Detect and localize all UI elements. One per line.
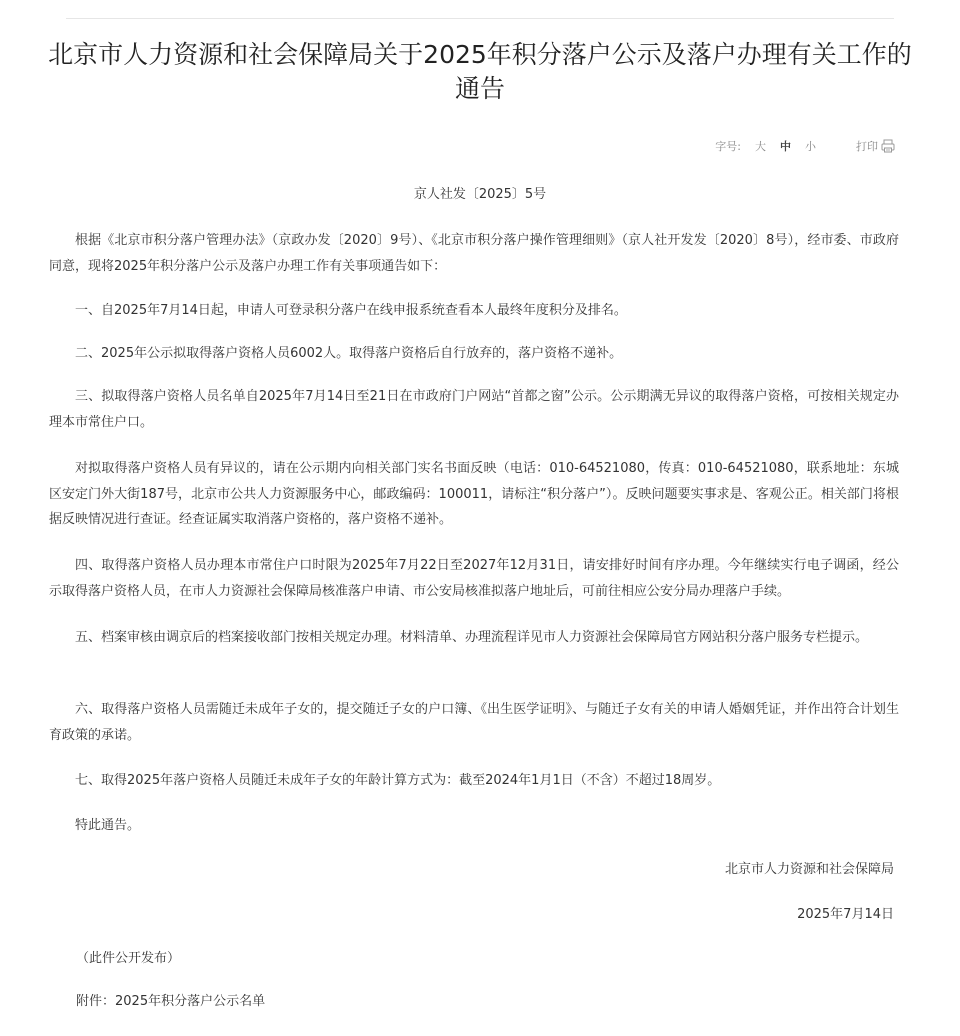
paragraph-intro: 根据《北京市积分落户管理办法》（京政办发〔2020〕9号）、《北京市积分落户操作管理细则》（京人社开发发〔2020〕8号），经市委、市政府同意，现将2025年积分落户公示及落户办理工作有关事项通告如下： [49, 233, 899, 274]
font-size-label: 字号: [715, 140, 741, 153]
paragraph-item-3: 三、拟取得落户资格人员名单自2025年7月14日至21日在市政府门户网站“首都之窗”公示。公示期满无异议的取得落户资格，可按相关规定办理本市常住户口。 [49, 389, 899, 430]
font-size-medium-button[interactable]: 中 [780, 140, 791, 153]
paragraph-closing: 特此通告。 [75, 818, 141, 833]
paragraph-objection: 对拟取得落户资格人员有异议的，请在公示期内向相关部门实名书面反映（电话：010-64521080，传真：010-64521080，联系地址：东城区安定门外大街187号，北京市公共人力资源服务中心，邮政编码：100011，请标注“积分落户”）。反映问题要实事求是、客观公正。相关部门将根据反映情况进行查证。经查证属实取消落户资格的，落户资格不递补。 [49, 461, 899, 527]
font-size-small-button[interactable]: 小 [805, 140, 816, 153]
print-label: 打印 [856, 140, 878, 153]
attachment-link[interactable]: 附件：2025年积分落户公示名单 [76, 994, 266, 1009]
public-release-note: （此件公开发布） [76, 951, 181, 966]
print-button[interactable] [856, 138, 896, 154]
paragraph-item-6: 六、取得落户资格人员需随迁未成年子女的，提交随迁子女的户口簿、《出生医学证明》、与随迁子女有关的申请人婚姻凭证，并作出符合计划生育政策的承诺。 [49, 702, 899, 743]
article-toolbar [715, 136, 896, 156]
document-number: 京人社发〔2025〕5号 [413, 187, 547, 202]
paragraph-item-2: 二、2025年公示拟取得落户资格人员6002人。取得落户资格后自行放弃的，落户资格不递补。 [75, 346, 623, 361]
issue-date: 2025年7月14日 [797, 907, 894, 922]
page-title: 北京市人力资源和社会保障局关于2025年积分落户公示及落户办理有关工作的通告 [48, 40, 912, 103]
paragraph-item-4: 四、取得落户资格人员办理本市常住户口时限为2025年7月22日至2027年12月31日，请安排好时间有序办理。今年继续实行电子调函，经公示取得落户资格人员，在市人力资源社会保障局核准落户申请、市公安局核准拟落户地址后，可前往相应公安分局办理落户手续。 [49, 558, 899, 599]
paragraph-item-7: 七、取得2025年落户资格人员随迁未成年子女的年龄计算方式为：截至2024年1月1日（不含）不超过18周岁。 [75, 773, 721, 788]
printer-icon [880, 138, 896, 154]
paragraph-item-1: 一、自2025年7月14日起，申请人可登录积分落户在线申报系统查看本人最终年度积分及排名。 [75, 303, 627, 318]
issuing-authority: 北京市人力资源和社会保障局 [724, 862, 894, 877]
paragraph-item-5: 五、档案审核由调京后的档案接收部门按相关规定办理。材料清单、办理流程详见市人力资源社会保障局官方网站积分落户服务专栏提示。 [75, 630, 869, 645]
font-size-large-button[interactable]: 大 [755, 140, 766, 153]
top-divider [66, 0, 894, 19]
